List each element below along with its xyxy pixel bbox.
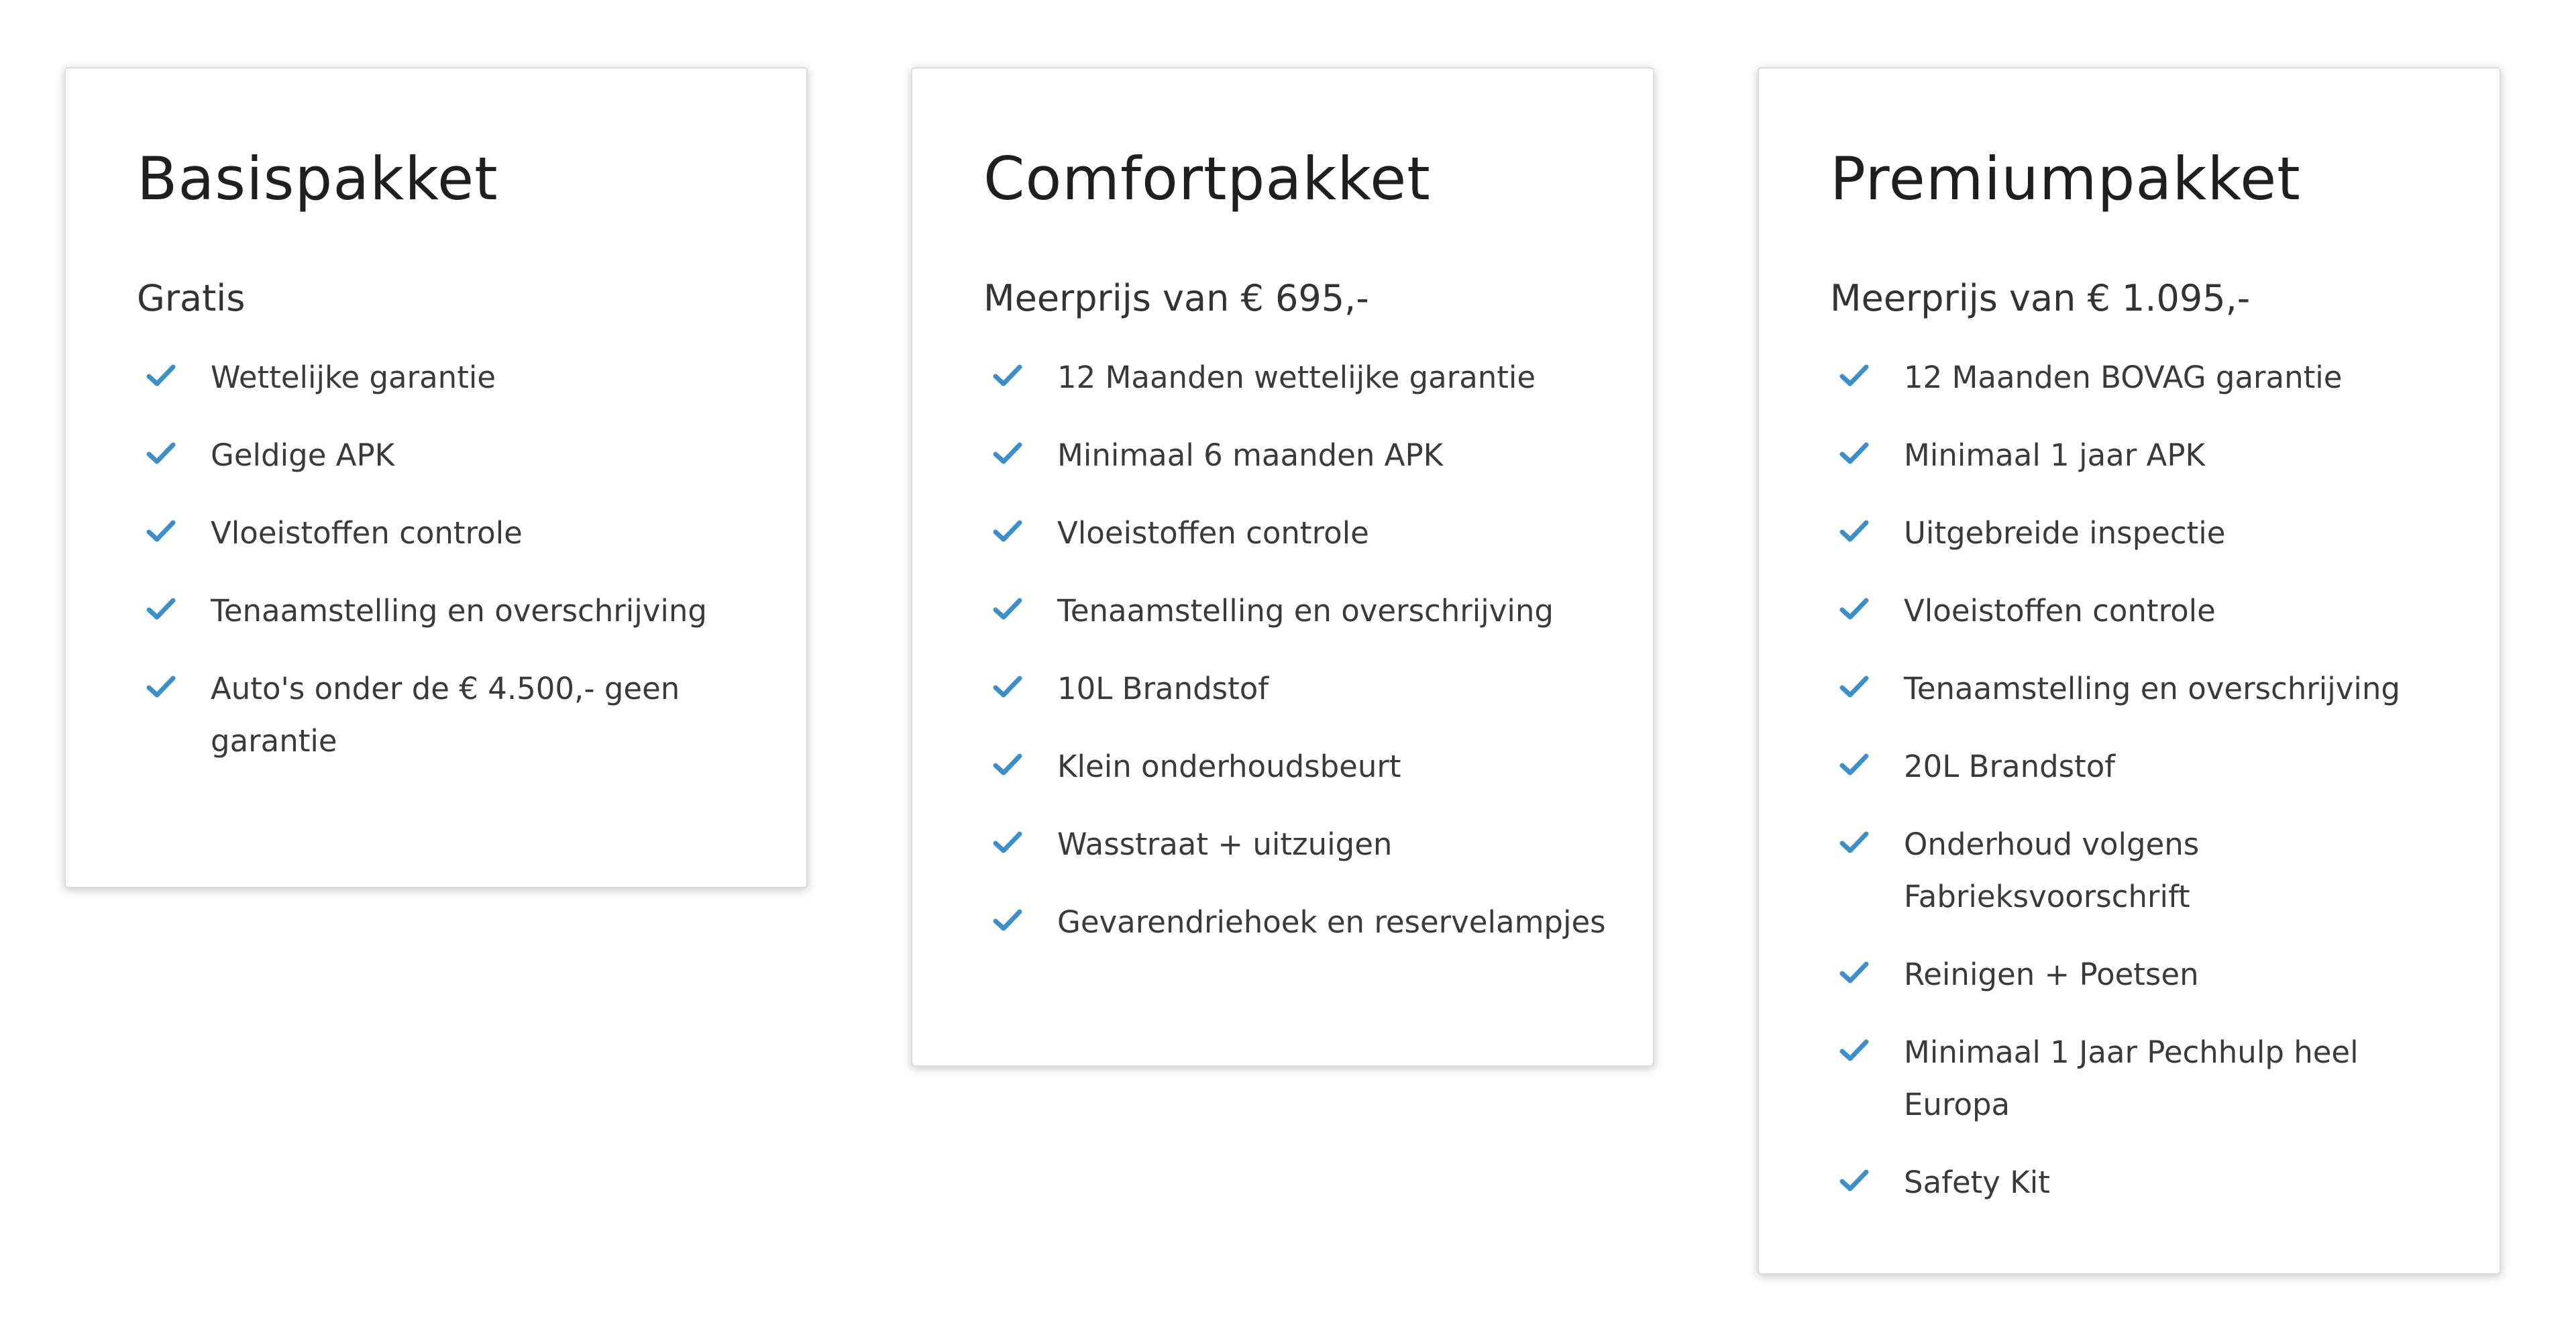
checkmark-icon <box>993 674 1022 700</box>
feature-item <box>137 585 766 637</box>
feature-item <box>1830 663 2459 715</box>
checkmark-icon <box>1839 829 1869 856</box>
feature-item <box>1830 429 2459 482</box>
feature-text: Vloeistoffen controle <box>1057 515 1369 551</box>
package-card-comfort <box>911 67 1654 1067</box>
package-price: Meerprijs van € 695,- <box>983 277 1369 319</box>
package-title: Premiumpakket <box>1830 144 2301 213</box>
feature-text: Klein onderhoudsbeurt <box>1057 749 1401 784</box>
feature-text: 20L Brandstof <box>1904 749 2116 784</box>
checkmark-icon <box>1839 596 1869 623</box>
feature-text: 12 Maanden BOVAG garantie <box>1904 360 2343 395</box>
checkmark-icon <box>993 907 1022 934</box>
package-title: Comfortpakket <box>983 144 1431 213</box>
feature-text: Tenaamstelling en overschrijving <box>1904 671 2400 706</box>
feature-item <box>1830 741 2459 793</box>
checkmark-icon <box>993 596 1022 623</box>
feature-text: Tenaamstelling en overschrijving <box>211 593 707 629</box>
feature-item <box>137 352 766 404</box>
checkmark-icon <box>993 751 1022 778</box>
feature-text: Safety Kit <box>1904 1165 2050 1200</box>
feature-text: 12 Maanden wettelijke garantie <box>1057 360 1536 395</box>
feature-item <box>983 818 1613 871</box>
feature-text: Vloeistoffen controle <box>1904 593 2216 629</box>
feature-item <box>983 896 1613 949</box>
feature-item <box>1830 585 2459 637</box>
feature-text: Gevarendriehoek en reservelampjes <box>1057 904 1606 940</box>
checkmark-icon <box>1839 674 1869 700</box>
checkmark-icon <box>1839 1037 1869 1064</box>
feature-item <box>983 663 1613 715</box>
checkmark-icon <box>1839 518 1869 545</box>
checkmark-icon <box>1839 440 1869 467</box>
feature-list <box>983 352 1613 949</box>
feature-item <box>1830 818 2459 923</box>
feature-item <box>1830 949 2459 1001</box>
package-card-premium <box>1758 67 2501 1275</box>
checkmark-icon <box>146 362 176 389</box>
checkmark-icon <box>1839 1167 1869 1194</box>
feature-text: Minimaal 1 Jaar Pechhulp heel Europa <box>1904 1034 2359 1122</box>
package-title: Basispakket <box>137 144 498 213</box>
feature-item <box>1830 352 2459 404</box>
feature-item <box>1830 507 2459 559</box>
package-price: Gratis <box>137 277 246 319</box>
feature-text: Geldige APK <box>211 437 395 473</box>
checkmark-icon <box>1839 751 1869 778</box>
feature-item <box>137 507 766 559</box>
feature-text: Onderhoud volgens Fabrieksvoorschrift <box>1904 826 2200 914</box>
checkmark-icon <box>1839 959 1869 986</box>
checkmark-icon <box>146 518 176 545</box>
feature-text: Minimaal 1 jaar APK <box>1904 437 2205 473</box>
package-price: Meerprijs van € 1.095,- <box>1830 277 2251 319</box>
feature-text: 10L Brandstof <box>1057 671 1269 706</box>
feature-item <box>1830 1157 2459 1209</box>
feature-list <box>1830 352 2459 1209</box>
checkmark-icon <box>146 440 176 467</box>
checkmark-icon <box>993 440 1022 467</box>
feature-text: Reinigen + Poetsen <box>1904 957 2199 992</box>
feature-text: Tenaamstelling en overschrijving <box>1057 593 1554 629</box>
feature-text: Wettelijke garantie <box>211 360 496 395</box>
checkmark-icon <box>993 829 1022 856</box>
feature-text: Uitgebreide inspectie <box>1904 515 2226 551</box>
checkmark-icon <box>993 518 1022 545</box>
checkmark-icon <box>1839 362 1869 389</box>
feature-item <box>983 507 1613 559</box>
feature-text: Vloeistoffen controle <box>211 515 523 551</box>
feature-item <box>983 585 1613 637</box>
feature-item <box>137 663 766 767</box>
feature-item <box>983 352 1613 404</box>
checkmark-icon <box>146 596 176 623</box>
feature-item <box>983 429 1613 482</box>
package-card-basis <box>64 67 808 888</box>
feature-list <box>137 352 766 767</box>
feature-item <box>137 429 766 482</box>
feature-text: Minimaal 6 maanden APK <box>1057 437 1444 473</box>
feature-item <box>983 741 1613 793</box>
feature-text: Auto's onder de € 4.500,- geen garantie <box>211 671 680 759</box>
checkmark-icon <box>993 362 1022 389</box>
checkmark-icon <box>146 674 176 700</box>
feature-item <box>1830 1026 2459 1131</box>
feature-text: Wasstraat + uitzuigen <box>1057 826 1393 862</box>
